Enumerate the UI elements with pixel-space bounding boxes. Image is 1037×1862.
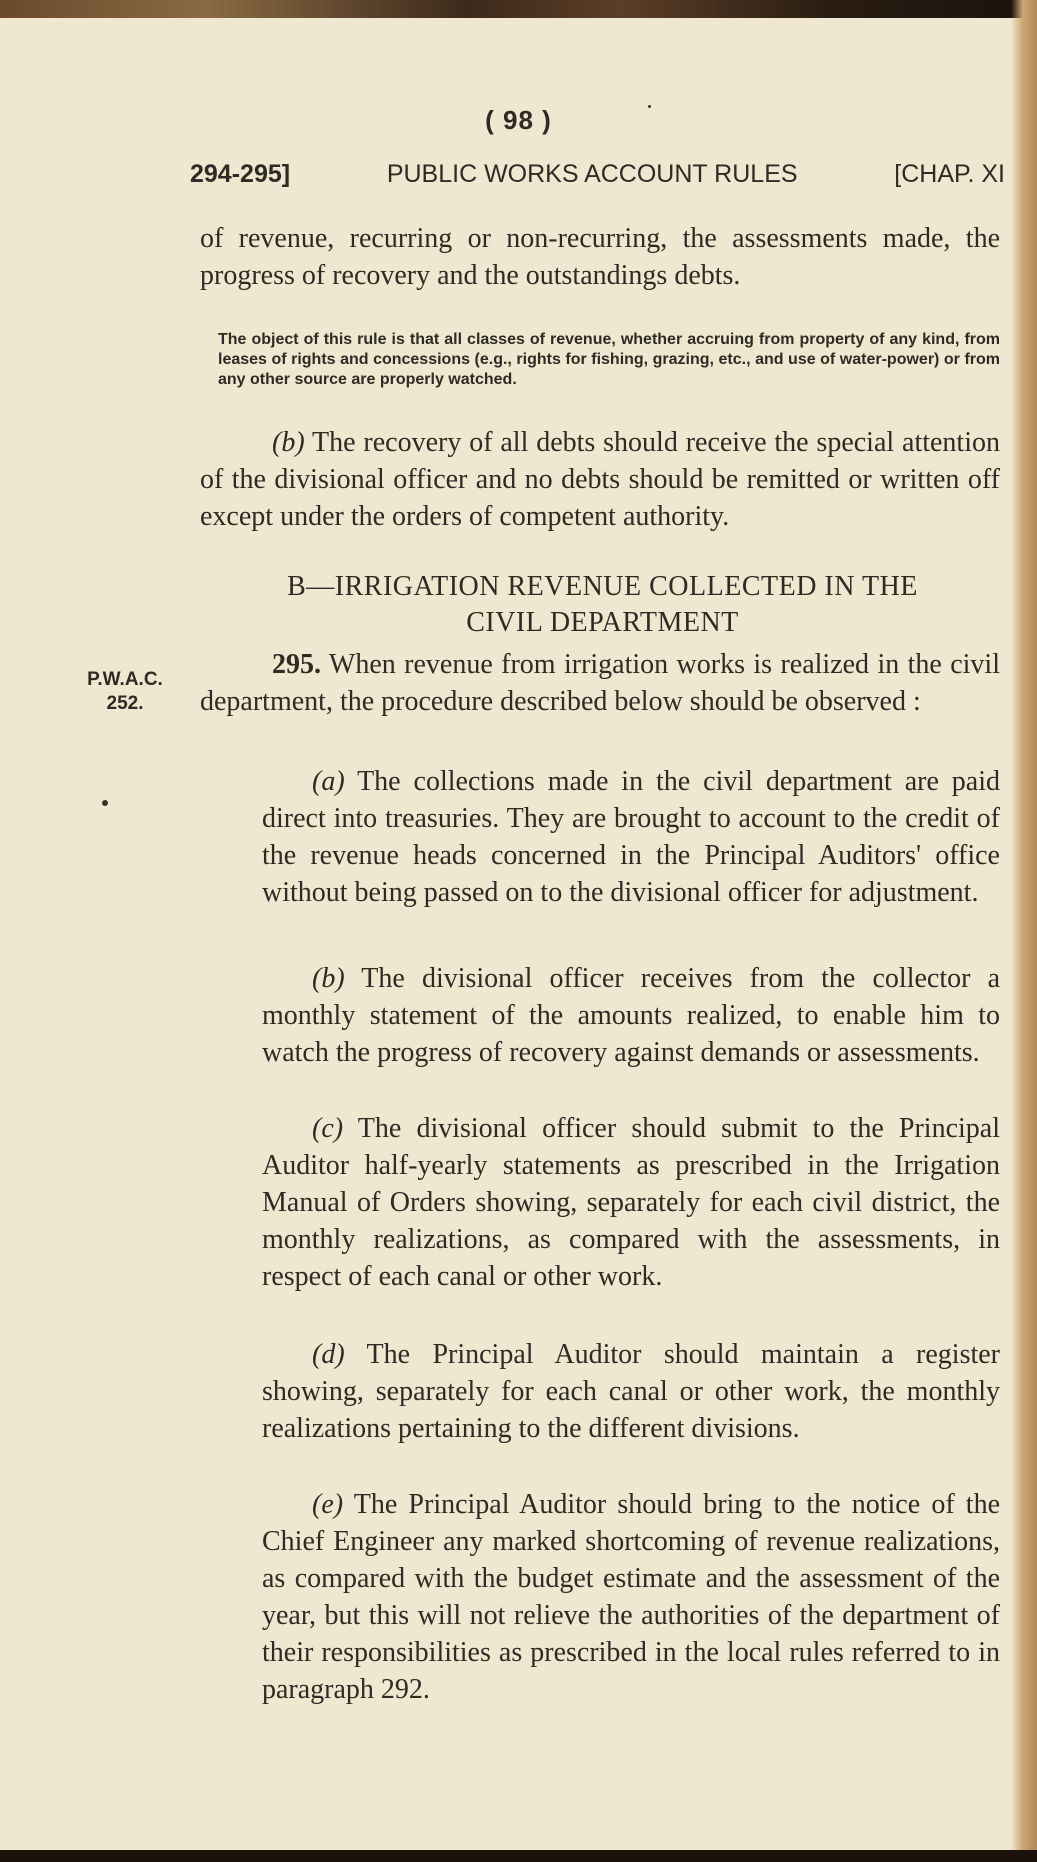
clause-label: (b) — [272, 427, 305, 458]
right-page-edge — [1011, 0, 1037, 1862]
sub-clause-a — [262, 763, 1000, 911]
margin-reference-line-2: 252. — [106, 693, 144, 714]
clause-label: (a) — [312, 766, 345, 797]
explanatory-note: The object of this rule is that all classes of revenue, whether accruing from property of any kind, from leases of rights and concessions (e.g., rights for fishing, grazing, etc., and use of water-power) or from any other source are properly watched. — [218, 331, 1000, 388]
running-header — [190, 160, 1005, 189]
paragraph-text: When revenue from irrigation works is realized in the civil department, the procedure described below should be observed : — [200, 649, 1000, 717]
clause-label: (b) — [312, 963, 345, 994]
clause-text: The divisional officer should submit to the Principal Auditor half-yearly statements as prescribed in the Irrigation Manual of Orders showing, separately for each civil district, the monthly realizations, as compared with the assessments, in respect of each canal or other work. — [262, 1113, 1000, 1292]
header-paragraph-range: 294-295] — [190, 160, 291, 188]
clause-text: The divisional officer receives from the collector a monthly statement of the amounts realized, to enable him to watch the progress of recovery against demands or assessments. — [262, 963, 1000, 1068]
margin-reference — [70, 668, 180, 716]
sub-clause-d — [262, 1336, 1000, 1447]
section-heading — [200, 569, 1005, 641]
header-chapter: [CHAP. XI — [894, 160, 1005, 188]
paragraph-number: 295. — [272, 649, 321, 680]
clause-text: The Principal Auditor should maintain a register showing, separately for each canal or other work, the monthly realizations pertaining to the different divisions. — [262, 1339, 1000, 1444]
sub-clause-c — [262, 1110, 1000, 1295]
header-title: PUBLIC WORKS ACCOUNT RULES — [386, 160, 798, 188]
clause-label: (e) — [312, 1489, 344, 1520]
clause-text: The Principal Auditor should bring to the notice of the Chief Engineer any marked shortcoming of revenue realizations, as compared with the budget estimate and the assessment of the year, but this will not relieve the authorities of the department of their responsibilities as prescribed in the local rules referred to in paragraph 292. — [262, 1489, 1001, 1705]
page-number: ( 98 ) — [485, 105, 552, 135]
paragraph-295 — [200, 646, 1000, 720]
paragraph-continuation: of revenue, recurring or non-recurring, the assessments made, the progress of recovery and the outstandings debts. — [200, 223, 1000, 291]
section-heading-line-1: B—IRRIGATION REVENUE COLLECTED IN THE — [287, 571, 918, 602]
clause-label: (c) — [312, 1113, 344, 1144]
clause-text: The recovery of all debts should receive the special attention of the divisional officer and no debts should be remitted or written off except under the orders of competent authority. — [200, 427, 1000, 532]
clause-text: The collections made in the civil department are paid direct into treasuries. They are brought to account to the credit of the revenue heads concerned in the Principal Auditors' office without being passed on to the divisional officer for adjustment. — [262, 766, 1000, 908]
sub-clause-b — [262, 960, 1000, 1071]
ink-speck — [102, 800, 108, 806]
ink-speck — [648, 105, 651, 108]
bottom-page-edge — [0, 1850, 1037, 1862]
margin-reference-line-1: P.W.A.C. — [87, 669, 163, 690]
clause-label: (d) — [312, 1339, 345, 1370]
section-heading-line-2: CIVIL DEPARTMENT — [466, 607, 739, 638]
clause-b-recovery-of-debts — [200, 424, 1000, 535]
top-page-edge — [0, 0, 1037, 18]
sub-clause-e — [262, 1486, 1000, 1708]
